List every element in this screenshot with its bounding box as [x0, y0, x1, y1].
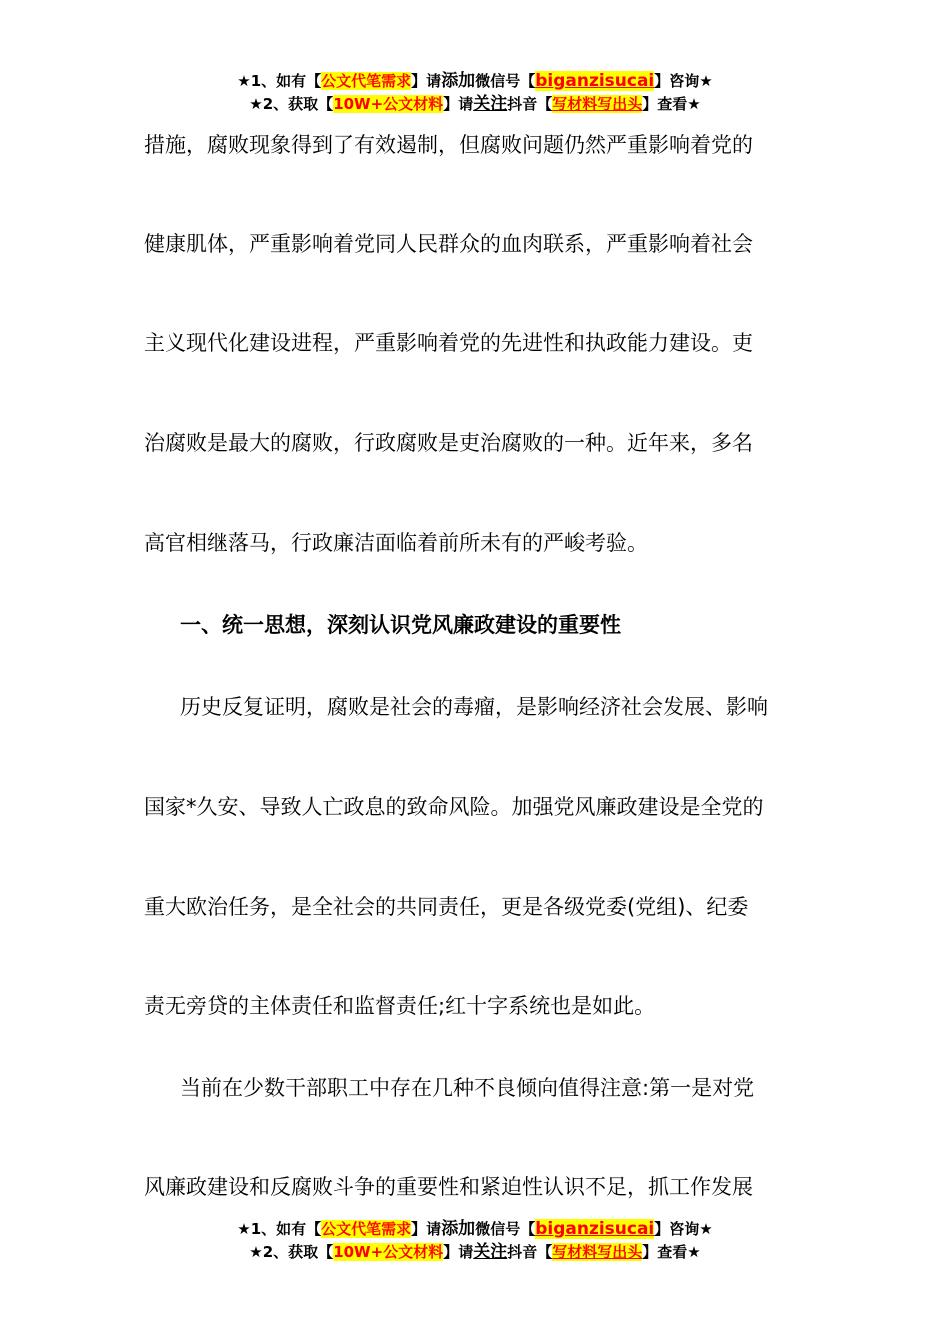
body-line: 治腐败是最大的腐败，行政腐败是吏治腐败的一种。近年来，多名: [144, 431, 753, 455]
banner-line-1: [0, 70, 950, 93]
body-line: 国家*久安、导致人亡政息的致命风险。加强党风廉政建设是全党的: [144, 795, 764, 819]
banner-text: 】查看★: [642, 1243, 701, 1261]
body-line: 健康肌体，严重影响着党同人民群众的血肉联系，严重影响着社会: [144, 232, 753, 256]
douyin-account-highlight[interactable]: 写材料写出头: [552, 1243, 643, 1261]
section-heading: 一、统一思想，深刻认识党风廉政建设的重要性: [180, 613, 621, 637]
banner-line-2: [0, 1241, 950, 1264]
footer-banner: [0, 1218, 950, 1264]
banner-text: 】咨询★: [654, 72, 713, 90]
body-line: 当前在少数干部职工中存在几种不良倾向值得注意:第一是对党: [180, 1076, 755, 1100]
banner-text: ★2、获取【: [249, 95, 334, 113]
wechat-id-highlight[interactable]: biganzisucai: [535, 1219, 655, 1239]
wechat-id-highlight[interactable]: biganzisucai: [535, 71, 655, 91]
header-banner: [0, 70, 950, 116]
banner-text: 】请: [443, 1243, 474, 1261]
banner-highlight: 公文代笔需求: [321, 72, 412, 90]
banner-line-1: [0, 1218, 950, 1241]
banner-text: 微信号【: [475, 1220, 536, 1238]
banner-text: ★2、获取【: [249, 1243, 334, 1261]
body-line: 重大欧治任务，是全社会的共同责任，更是各级党委(党组)、纪委: [144, 895, 749, 919]
banner-text: ★1、如有【: [237, 1220, 322, 1238]
banner-text: 关注: [473, 94, 508, 114]
banner-text: 微信号【: [475, 72, 536, 90]
body-line: 措施，腐败现象得到了有效遏制，但腐败问题仍然严重影响着党的: [144, 133, 753, 157]
banner-text: ★1、如有【: [237, 72, 322, 90]
banner-text: 】查看★: [642, 95, 701, 113]
banner-text: 】请: [411, 1220, 442, 1238]
banner-text: 抖音【: [507, 95, 553, 113]
banner-text: 关注: [473, 1242, 508, 1262]
banner-line-2: [0, 93, 950, 116]
body-line: 主义现代化建设进程，严重影响着党的先进性和执政能力建设。吏: [144, 331, 753, 355]
body-line: 高官相继落马，行政廉洁面临着前所未有的严峻考验。: [144, 531, 648, 555]
banner-highlight: 10W+公文材料: [333, 95, 444, 113]
banner-text: 】请: [411, 72, 442, 90]
banner-highlight: 10W+公文材料: [333, 1243, 444, 1261]
banner-text: 】咨询★: [654, 1220, 713, 1238]
banner-text: 抖音【: [507, 1243, 553, 1261]
banner-text: 添加: [441, 71, 476, 91]
banner-text: 】请: [443, 95, 474, 113]
banner-text: 添加: [441, 1219, 476, 1239]
douyin-account-highlight[interactable]: 写材料写出头: [552, 95, 643, 113]
banner-highlight: 公文代笔需求: [321, 1220, 412, 1238]
body-line: 风廉政建设和反腐败斗争的重要性和紧迫性认识不足，抓工作发展: [144, 1175, 753, 1199]
body-line: 责无旁贷的主体责任和监督责任;红十字系统也是如此。: [144, 994, 656, 1018]
body-line: 历史反复证明，腐败是社会的毒瘤，是影响经济社会发展、影响: [180, 695, 768, 719]
